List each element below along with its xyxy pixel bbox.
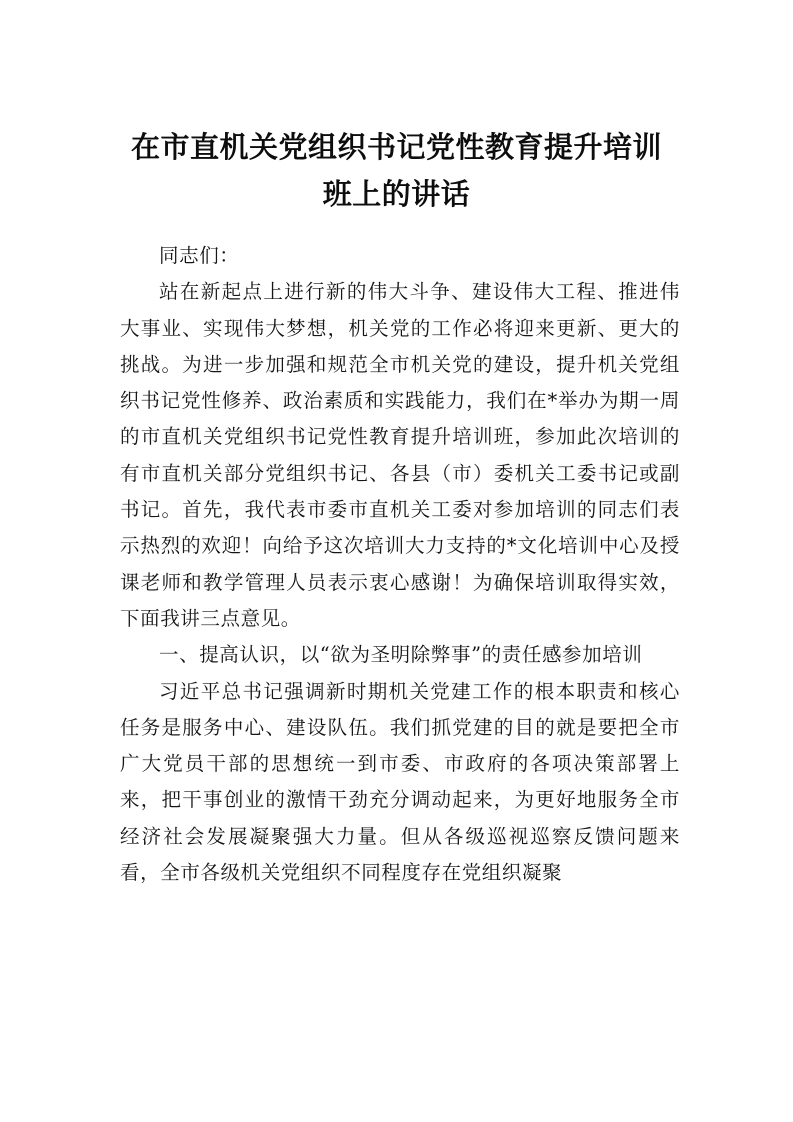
paragraph-section-1: 习近平总书记强调新时期机关党建工作的根本职责和核心任务是服务中心、建设队伍。我们抓党建的目的就是要把全市广大党员干部的思想统一到市委、市政府的各项决策部署上来，把干事创业的激情干劲充分调动起来，为更好地服务全市经济社会发展凝聚强大力量。但从各级巡视巡察反馈问题来看，全市各级机关党组织不同程度存在党组织凝聚: [120, 679, 680, 885]
paragraph-opening: 站在新起点上进行新的伟大斗争、建设伟大工程、推进伟大事业、实现伟大梦想，机关党的工作必将迎来更新、更大的挑战。为进一步加强和规范全市机关党的建设，提升机关党组织书记党性修养、政治素质和实践能力，我们在*举办为期一周的市直机关党组织书记党性教育提升培训班，参加此次培训的有市直机关部分党组织书记、各县（市）委机关工委书记或副书记。首先，我代表市委市直机关工委对参加培训的同志们表示热烈的欢迎！向给予这次培训大力支持的*文化培训中心及授课老师和教学管理人员表示衷心感谢！为确保培训取得实效，下面我讲三点意见。: [120, 280, 680, 630]
salutation: 同志们：: [159, 244, 240, 267]
document-title-line-1: 在市直机关党组织书记党性教育提升培训: [130, 130, 662, 164]
document-title-line-2: 班上的讲话: [322, 177, 471, 211]
document-body: [120, 238, 680, 891]
section-heading-1: 一、提高认识，以“欲为圣明除弊事”的责任感参加培训: [159, 643, 643, 667]
